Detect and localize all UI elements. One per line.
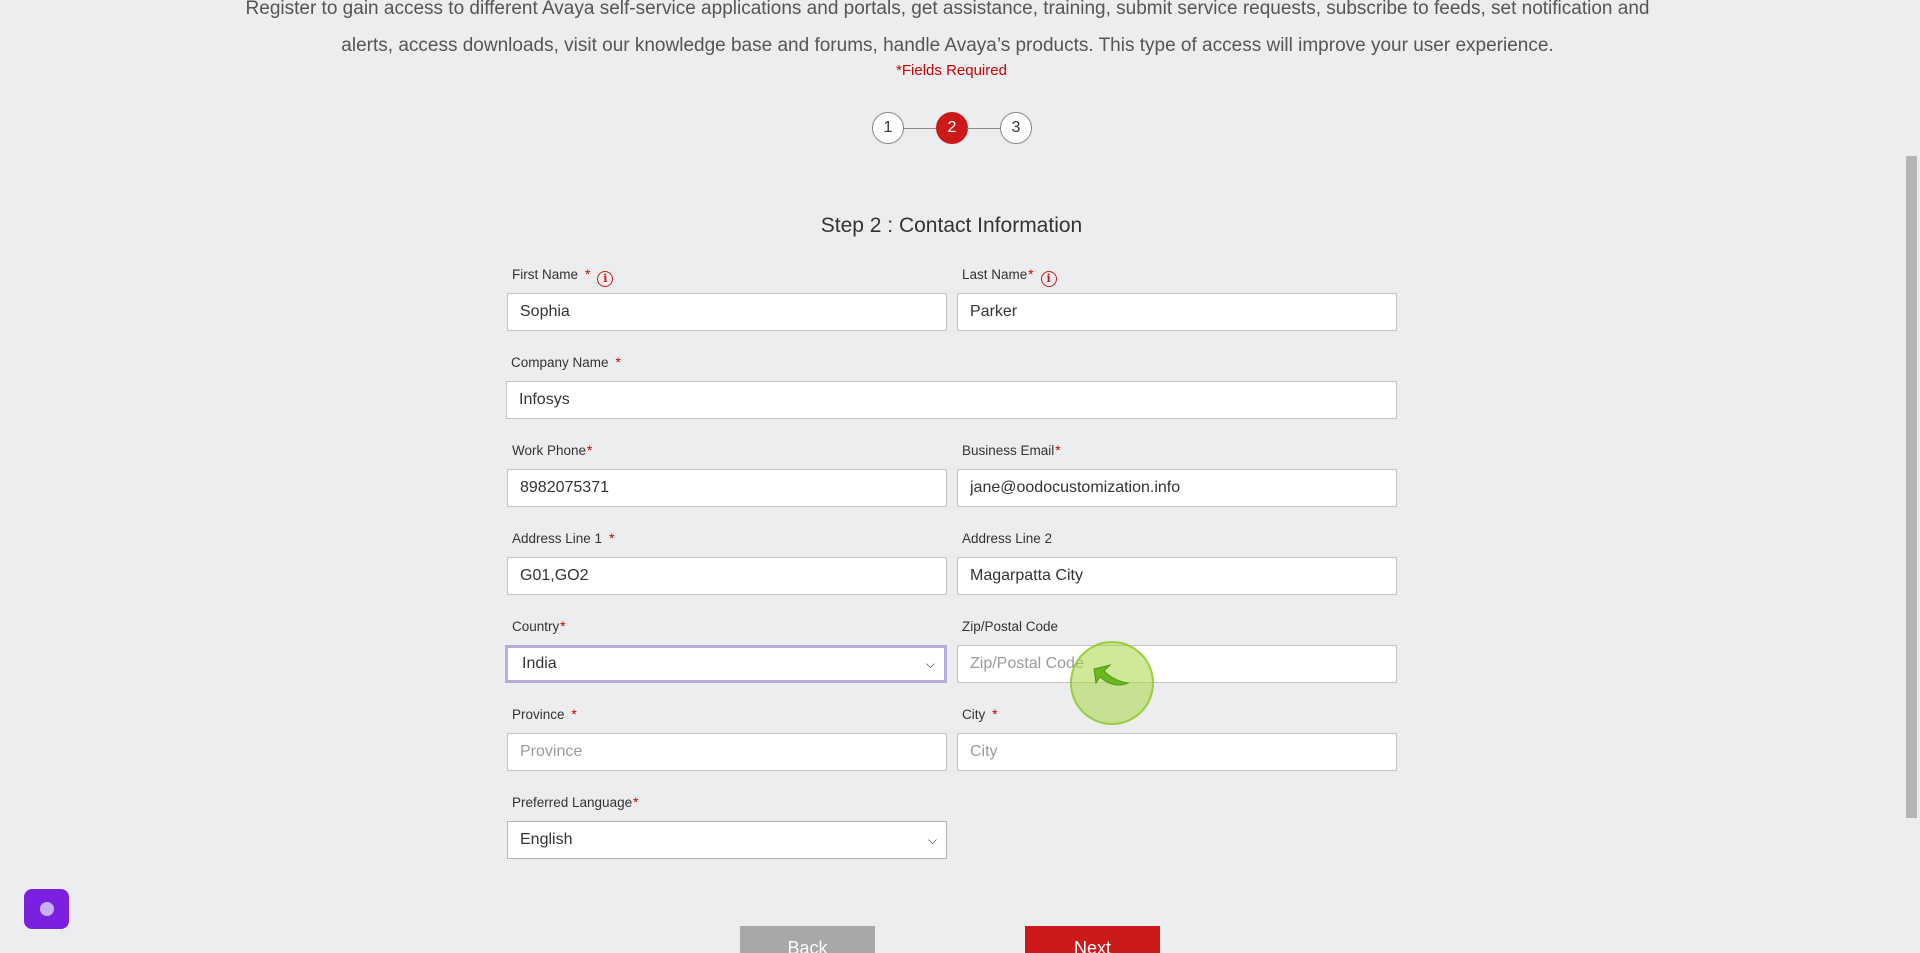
address-line-2-group (957, 529, 1397, 595)
cursor-highlight (1070, 641, 1154, 725)
city-input[interactable] (957, 733, 1397, 771)
province-label: Province (512, 707, 565, 722)
chevron-down-icon: ⌵ (927, 833, 937, 847)
step-3: 3 (1000, 112, 1032, 144)
required-mark: * (560, 619, 566, 634)
required-mark: * (615, 355, 621, 370)
scrollbar-thumb[interactable] (1906, 156, 1917, 818)
required-mark: * (571, 707, 577, 722)
info-icon[interactable]: i (1041, 271, 1057, 287)
step-1: 1 (872, 112, 904, 144)
intro-line-1: Register to gain access to different Avaya self-service applications and portals, get assistance, training, submit service requests, subscribe to feeds, set notification and (245, 0, 1650, 19)
back-button[interactable]: Back (740, 926, 875, 953)
country-select[interactable] (505, 645, 947, 683)
chevron-down-icon: ⌵ (925, 657, 935, 671)
country-label: Country (512, 619, 560, 634)
city-label: City (962, 707, 986, 722)
business-email-group (957, 441, 1397, 507)
last-name-input[interactable] (957, 293, 1397, 331)
intro-line-2: alerts, access downloads, visit our knowledge base and forums, handle Avaya’s products. This type of access will improve your user experience. (341, 35, 1554, 56)
company-name-group (506, 353, 1397, 419)
chat-widget-button[interactable] (24, 889, 69, 929)
preferred-language-group (507, 793, 947, 859)
address-line-1-input[interactable] (507, 557, 947, 595)
business-email-label: Business Email (962, 443, 1055, 458)
company-name-input[interactable] (506, 381, 1397, 419)
country-selected-value: India (522, 655, 557, 672)
preferred-language-select[interactable] (507, 821, 947, 859)
province-group (507, 705, 947, 771)
required-mark: * (633, 795, 639, 810)
first-name-label: First Name (512, 267, 579, 282)
business-email-input[interactable] (957, 469, 1397, 507)
step-indicator (872, 112, 1032, 144)
step-connector (967, 128, 1000, 129)
work-phone-group (507, 441, 947, 507)
first-name-input[interactable] (507, 293, 947, 331)
address-line-1-label: Address Line 1 (512, 531, 603, 546)
province-input[interactable] (507, 733, 947, 771)
last-name-group (957, 265, 1397, 331)
step-connector (903, 128, 936, 129)
required-mark: * (585, 267, 591, 282)
required-mark: * (587, 443, 593, 458)
info-icon[interactable]: i (597, 271, 613, 287)
first-name-group (507, 265, 947, 331)
work-phone-label: Work Phone (512, 443, 587, 458)
company-name-label: Company Name (511, 355, 609, 370)
country-group (505, 617, 947, 683)
intro-text (0, 0, 1895, 64)
required-mark: * (1055, 443, 1061, 458)
step-2-active: 2 (936, 112, 968, 144)
chat-icon (40, 902, 54, 916)
city-group (957, 705, 1397, 771)
next-button[interactable]: Next (1025, 926, 1160, 953)
fields-required-note: *Fields Required (896, 62, 1007, 79)
last-name-label: Last Name (962, 267, 1028, 282)
address-line-2-input[interactable] (957, 557, 1397, 595)
preferred-language-selected-value: English (520, 831, 573, 848)
required-mark: * (992, 707, 998, 722)
arrow-cursor-icon (1090, 661, 1134, 705)
work-phone-input[interactable] (507, 469, 947, 507)
form-title: Step 2 : Contact Information (820, 214, 1083, 237)
required-mark: * (609, 531, 615, 546)
required-mark: * (1028, 267, 1034, 282)
address-line-2-label: Address Line 2 (962, 531, 1053, 546)
address-line-1-group (507, 529, 947, 595)
zip-group (957, 617, 1397, 683)
vertical-scrollbar[interactable] (1903, 0, 1920, 953)
preferred-language-label: Preferred Language (512, 795, 633, 810)
zip-input[interactable] (957, 645, 1397, 683)
zip-label: Zip/Postal Code (962, 619, 1059, 634)
